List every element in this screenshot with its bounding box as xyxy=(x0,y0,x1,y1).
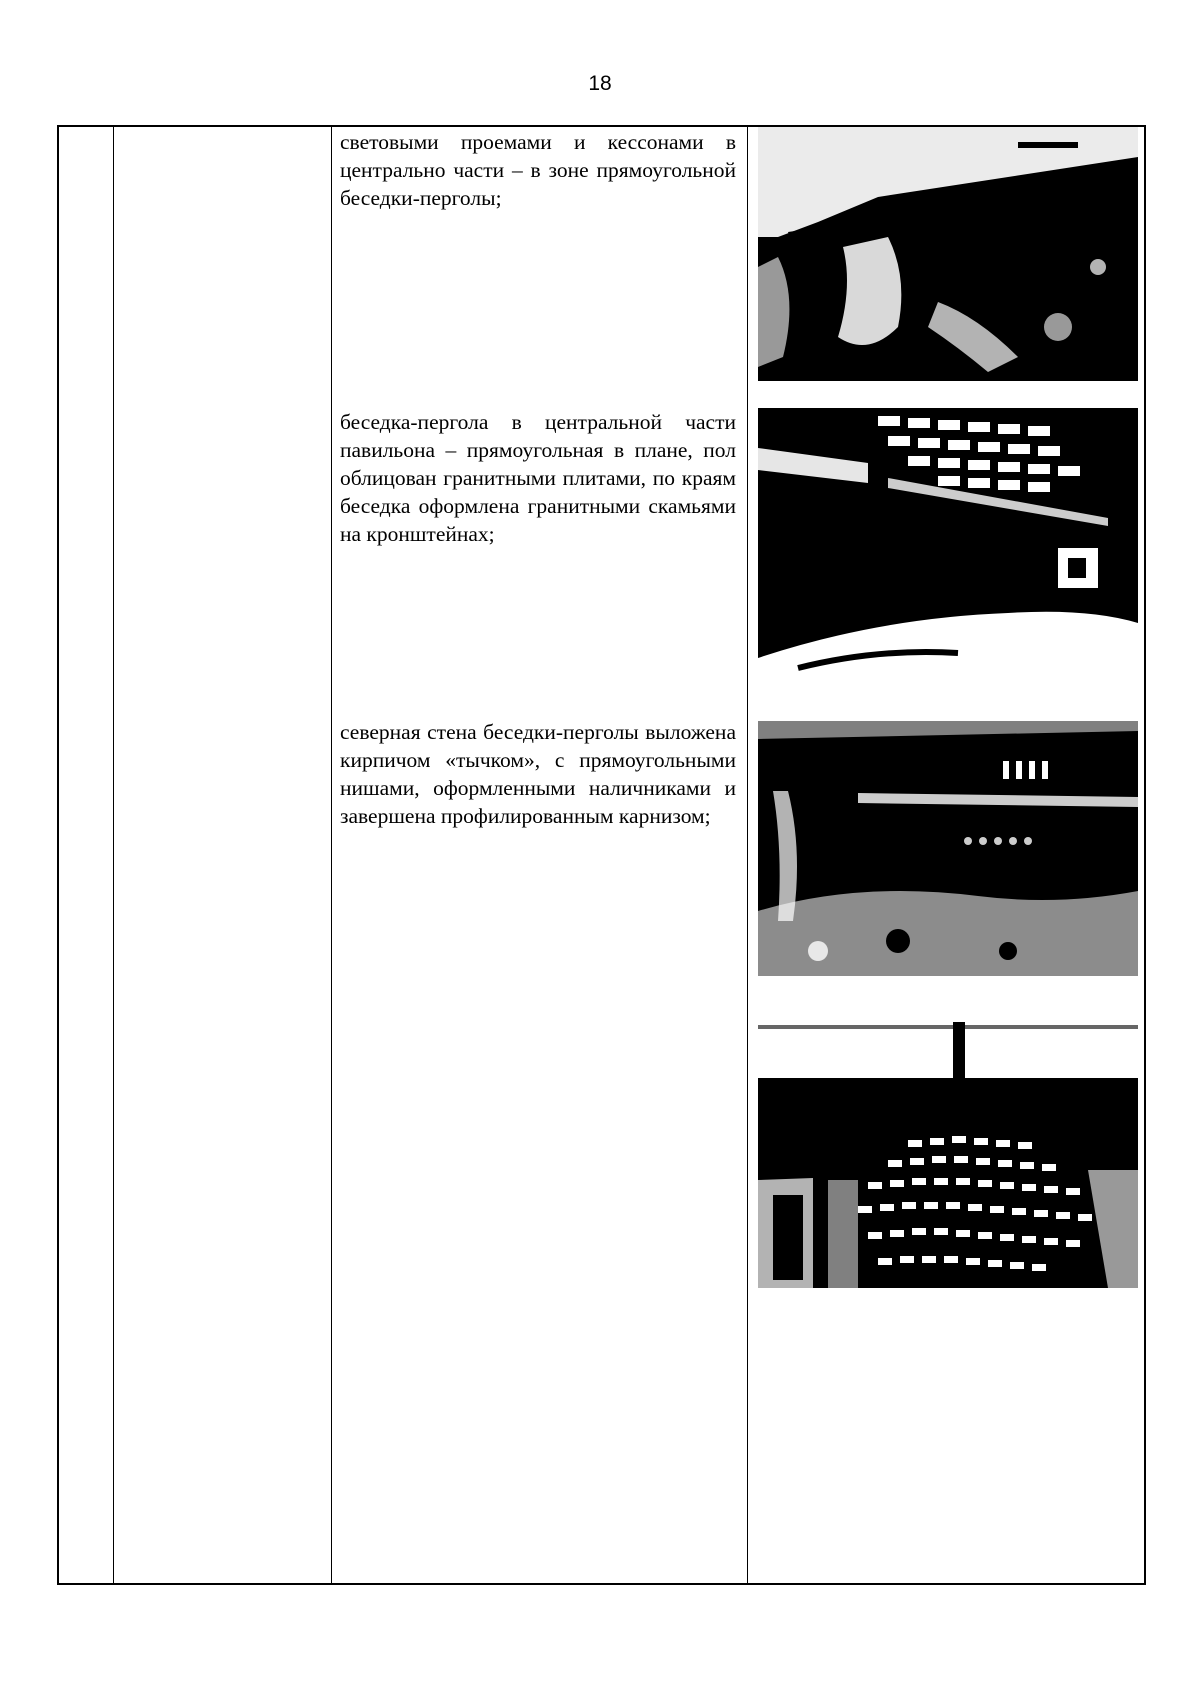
pergola-eave-photo xyxy=(758,127,1138,381)
description-item-1: световыми проемами и кессонами в центрально части – в зоне прямоугольной беседки-перголы; xyxy=(340,130,736,210)
description-item-2: беседка-пергола в центральной части павильона – прямоугольная в плане, пол облицован гранитными плитами, по краям беседка оформлена гранитными скамьями на кронштейнах; xyxy=(340,410,736,546)
brick-wall-photo xyxy=(758,1000,1138,1288)
pergola-interior-photo xyxy=(758,721,1138,976)
description-item-3: северная стена беседки-перголы выложена кирпичом «тычком», с прямоугольными нишами, оформленными наличниками и завершена профилированным карнизом; xyxy=(340,720,736,828)
column-divider xyxy=(747,125,748,1585)
column-divider xyxy=(331,125,332,1585)
column-divider xyxy=(113,125,114,1585)
pergola-coffered-roof-photo xyxy=(758,408,1138,693)
page-number: 18 xyxy=(588,72,612,95)
